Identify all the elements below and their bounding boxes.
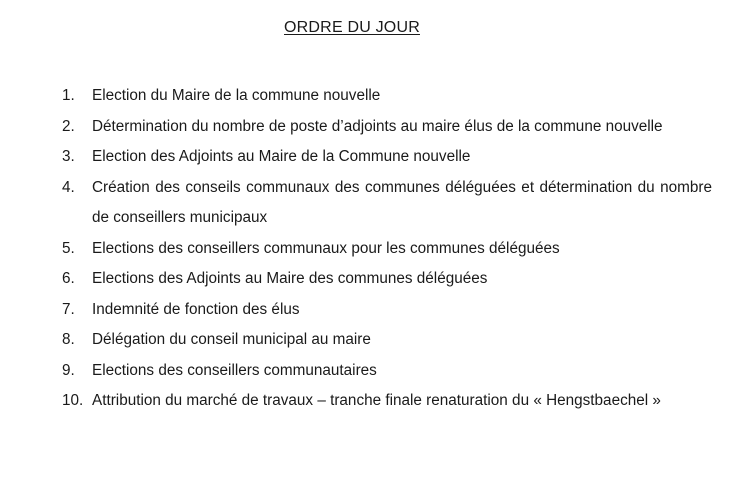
agenda-item-text: Elections des Adjoints au Maire des communes déléguées: [92, 270, 488, 287]
agenda-item-6: [62, 264, 712, 295]
agenda-item-text: Délégation du conseil municipal au maire: [92, 331, 371, 348]
agenda-item-3: [62, 142, 712, 173]
agenda-item-text: Election des Adjoints au Maire de la Commune nouvelle: [92, 148, 471, 165]
agenda-item-number: 8.: [62, 331, 75, 348]
agenda-item-7: [62, 295, 712, 326]
agenda-item-2: [62, 112, 712, 143]
agenda-item-5: [62, 234, 712, 265]
agenda-list: [62, 81, 712, 417]
agenda-item-number: 1.: [62, 87, 75, 104]
agenda-item-text: Détermination du nombre de poste d’adjoints au maire élus de la commune nouvelle: [92, 117, 663, 135]
agenda-item-text: Election du Maire de la commune nouvelle: [92, 87, 381, 104]
agenda-item-number: 10.: [62, 392, 84, 409]
agenda-item-text: Attribution du marché de travaux – tranche finale renaturation du « Hengstbaechel »: [92, 392, 661, 409]
agenda-item-text: Indemnité de fonction des élus: [92, 300, 300, 318]
agenda-item-4: [62, 173, 712, 234]
agenda-item-text: Création des conseils communaux des communes déléguées et détermination du nombre de conseillers municipaux: [92, 178, 712, 226]
agenda-item-number: 7.: [62, 300, 75, 318]
agenda-item-text: Elections des conseillers communautaires: [92, 361, 377, 379]
agenda-item-8: [62, 325, 712, 356]
agenda-item-number: 5.: [62, 239, 75, 257]
agenda-item-number: 9.: [62, 361, 75, 379]
agenda-item-1: [62, 81, 712, 112]
agenda-item-10: [62, 386, 712, 417]
agenda-item-number: 3.: [62, 148, 75, 165]
agenda-item-number: 4.: [62, 178, 75, 196]
agenda-item-number: 2.: [62, 117, 75, 135]
agenda-item-9: [62, 356, 712, 387]
agenda-item-number: 6.: [62, 270, 75, 287]
agenda-title: ORDRE DU JOUR: [284, 19, 420, 36]
agenda-item-text: Elections des conseillers communaux pour les communes déléguées: [92, 239, 560, 257]
